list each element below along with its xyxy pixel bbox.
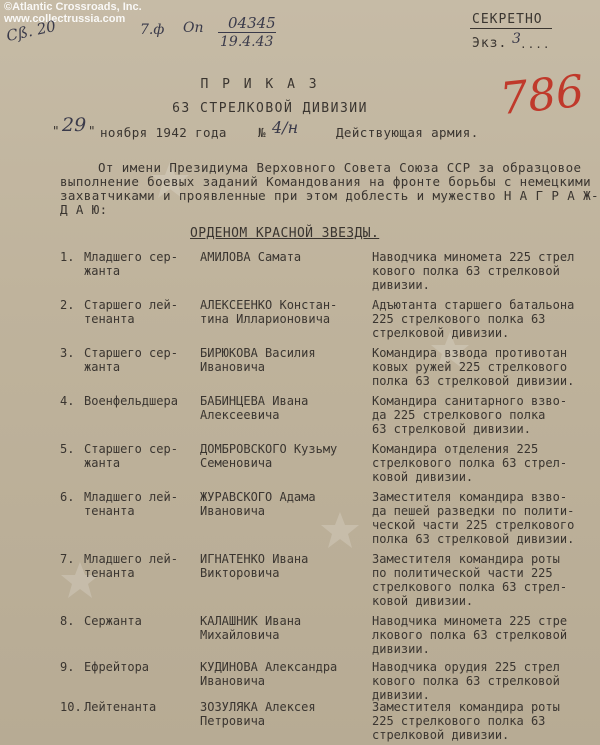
awardee-position: Наводчика миномета 225 стре лкового полка 63 стрелковой дивизии. [372,614,568,656]
awardee-position: Заместителя командира роты по политической части 225 стрелкового полка 63 стрел- ковой дивизии. [372,552,568,608]
awardee-position: Командира санитарного взво- да 225 стрелкового полка 63 стрелковой дивизии. [372,394,568,436]
handwritten-day: 29 [62,114,87,136]
copy-dots: .... [520,38,551,51]
awardee-rank: Младшего лей- тенанта [84,552,178,580]
order-unit: 63 СТРЕЛКОВОЙ ДИВИЗИИ [172,101,368,116]
watermark-line-2: www.collectrussia.com [4,13,126,25]
awardee-name: ЖУРАВСКОГО Адама Ивановича [200,490,316,518]
awardee-position: Заместителя командира роты 225 стрелкового полка 63 стрелковой дивизии. [372,700,560,742]
order-number-sign: № [258,125,266,140]
preamble-line-4: Д А Ю: [60,202,108,217]
awardee-number: 8. [60,614,75,628]
awardee-position: Командира отделения 225 стрелкового полка 63 стрел- ковой дивизии. [372,442,568,484]
awardee-name: БАБИНЦЕВА Ивана Алексеевича [200,394,309,422]
awardee-name: ИГНАТЕНКО Ивана Викторовича [200,552,309,580]
awardee-number: 10. [60,700,82,714]
handwritten-copy-number: 3 [512,31,521,47]
awardee-number: 9. [60,660,75,674]
awardee-name: ЗОЗУЛЯКА Алексея Петровича [200,700,316,728]
award-heading: ОРДЕНОМ КРАСНОЙ ЗВЕЗДЫ. [190,226,380,241]
awardee-number: 3. [60,346,75,360]
handwritten-note: Cß. 20 [4,16,58,46]
order-title: П Р И К А З [200,77,320,92]
awardee-number: 7. [60,552,75,566]
handwritten-ref-date: 19.4.43 [220,34,274,50]
awardee-position: Заместителя командира взво- да пешей разведки по полити- ческой части 225 стрелкового полка 63 стрелковой дивизии. [372,490,575,546]
awardee-rank: Старшего лей- тенанта [84,298,178,326]
awardee-rank: Лейтенанта [84,700,157,714]
awardee-name: КУДИНОВА Александра Ивановича [200,660,338,688]
preamble-line-1: От имени Президиума Верховного Совета Союза ССР за образцовое [98,160,582,175]
awardee-rank: Младшего сер- жанта [84,250,178,278]
handwritten-ref-number: 04345 [228,14,276,32]
awardee-number: 1. [60,250,75,264]
copy-label: Экз. [472,36,508,51]
awardee-position: Наводчика миномета 225 стрел кового полка 63 стрелковой дивизии. [372,250,575,292]
awardee-position: Наводчика орудия 225 стрел кового полка 63 стрелковой дивизии. [372,660,560,702]
awardee-rank: Сержанта [84,614,142,628]
awardee-number: 5. [60,442,75,456]
awardee-rank: Старшего сер- жанта [84,346,178,374]
order-location: Действующая армия. [336,125,479,140]
awardee-rank: Ефрейтора [84,660,150,674]
awardee-name: ДОМБРОВСКОГО Кузьму Семеновича [200,442,338,470]
awardee-number: 2. [60,298,75,312]
awardee-number: 6. [60,490,75,504]
awardee-position: Командира взвода противотан ковых ружей 225 стрелкового полка 63 стрелковой дивизии. [372,346,575,388]
preamble-line-3: захватчиками и проявленные при этом доблесть и мужество Н А Г Р А Ж- [60,188,599,203]
awardee-name: БИРЮКОВА Василия Ивановича [200,346,316,374]
handwritten-ref-prefix: 7.ф [140,22,165,38]
secret-underline [470,28,552,29]
secret-stamp: СЕКРЕТНО [472,12,543,27]
handwritten-ref-code: Оп [183,20,204,36]
awardee-number: 4. [60,394,75,408]
red-archive-number: 786 [497,65,587,126]
awardee-rank: Младшего лей- тенанта [84,490,178,518]
awardee-name: АЛЕКСЕЕНКО Констан- тина Илларионовича [200,298,338,326]
order-date: ноября 1942 года [100,125,227,140]
awardee-rank: Военфельдшера [84,394,178,408]
awardee-name: АМИЛОВА Самата [200,250,302,264]
handwritten-order-number: 4/н [272,118,299,137]
awardee-rank: Старшего сер- жанта [84,442,178,470]
awardee-position: Адъютанта старшего батальона 225 стрелкового полка 63 стрелковой дивизии. [372,298,575,340]
preamble-line-2: выполнение боевых заданий Командования на фронте борьбы с немецкими [60,174,592,189]
awardee-name: КАЛАШНИК Ивана Михайловича [200,614,302,642]
watermark-line-1: ©Atlantic Crossroads, Inc. [4,1,142,13]
date-close-quote: " [88,123,96,138]
date-open-quote: " [52,123,60,138]
ref-divider [218,32,276,33]
